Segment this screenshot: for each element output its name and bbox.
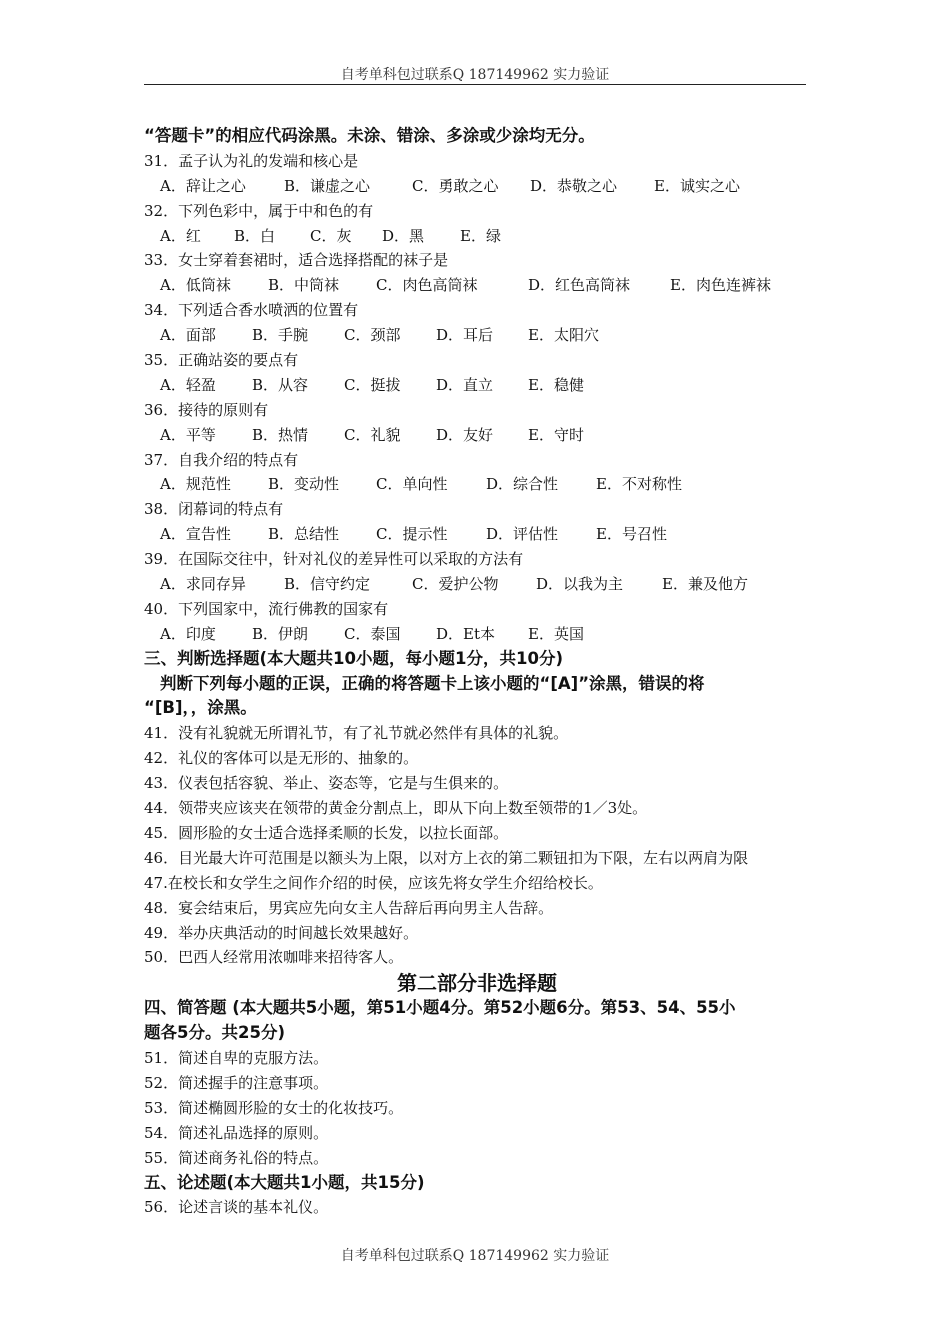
option-item: C．提示性 bbox=[376, 525, 448, 544]
option-item: D．黑 bbox=[382, 226, 425, 245]
question-options bbox=[144, 423, 810, 448]
header-divider bbox=[144, 84, 806, 85]
essay-block bbox=[144, 1195, 810, 1220]
section-5-title: 五、论述题(本大题共1小题，共15分) bbox=[144, 1172, 425, 1192]
option-item: B．从容 bbox=[252, 375, 309, 394]
section-3-instruction-cont: “[B]，，涂黑。 bbox=[144, 698, 257, 718]
question-stem: 37．自我介绍的特点有 bbox=[144, 450, 299, 469]
option-item: C．灰 bbox=[310, 226, 352, 245]
question-options bbox=[144, 224, 810, 249]
option-item: B．信守约定 bbox=[284, 575, 371, 594]
true-false-item: 48．宴会结束后，男宾应先向女主人告辞后再向男主人告辞。 bbox=[144, 898, 554, 917]
option-item: E．太阳穴 bbox=[528, 326, 599, 345]
option-item: A．红 bbox=[160, 226, 201, 245]
option-item: B．总结性 bbox=[268, 525, 340, 544]
true-false-item: 44．领带夹应该夹在领带的黄金分割点上，即从下向上数至领带的1／3处。 bbox=[144, 799, 648, 818]
option-item: B．谦虚之心 bbox=[284, 176, 371, 195]
true-false-item: 41．没有礼貌就无所谓礼节，有了礼节就必然伴有具体的礼貌。 bbox=[144, 724, 569, 743]
true-false-item: 45．圆形脸的女士适合选择柔顺的长发，以拉长面部。 bbox=[144, 823, 509, 842]
exam-content bbox=[144, 124, 810, 1220]
question-stem: 38．闭幕词的特点有 bbox=[144, 500, 284, 519]
option-item: A．辞让之心 bbox=[160, 176, 246, 195]
option-item: A．低筒袜 bbox=[160, 276, 231, 295]
question-options bbox=[144, 174, 810, 199]
section-4-title: 四、简答题 (本大题共5小题，第51小题4分。第52小题6分。第53、54、55小 bbox=[144, 998, 736, 1018]
question-stem: 36．接待的原则有 bbox=[144, 400, 269, 419]
short-answer-item: 53．简述椭圆形脸的女士的化妆技巧。 bbox=[144, 1098, 404, 1117]
option-item: B．中筒袜 bbox=[268, 276, 340, 295]
section-4-title-cont: 题各5分。共25分) bbox=[144, 1023, 285, 1043]
page-footer: 自考单科包过联系Q 187149962 实力验证 bbox=[340, 1248, 610, 1264]
option-item: E．诚实之心 bbox=[654, 176, 740, 195]
option-item: E．兼及他方 bbox=[662, 575, 748, 594]
option-item: C．爱护公物 bbox=[412, 575, 499, 594]
question-options bbox=[144, 273, 810, 298]
question-options bbox=[144, 323, 810, 348]
question-stem: 39．在国际交往中，针对礼仪的差异性可以采取的方法有 bbox=[144, 550, 524, 569]
short-answer-item: 54．简述礼品选择的原则。 bbox=[144, 1123, 329, 1142]
option-item: B．手腕 bbox=[252, 326, 309, 345]
option-item: E．英国 bbox=[528, 624, 584, 643]
option-item: A．宣告性 bbox=[160, 525, 231, 544]
question-options bbox=[144, 572, 810, 597]
short-answer-item: 55．简述商务礼俗的特点。 bbox=[144, 1148, 329, 1167]
question-options bbox=[144, 622, 810, 647]
option-item: D．红色高筒袜 bbox=[528, 276, 631, 295]
question-stem: 33．女士穿着套裙时，适合选择搭配的袜子是 bbox=[144, 251, 449, 270]
option-item: D．耳后 bbox=[436, 326, 494, 345]
option-item: E．肉色连裤袜 bbox=[670, 276, 771, 295]
question-stem: 40．下列国家中，流行佛教的国家有 bbox=[144, 599, 389, 618]
option-item: C．泰国 bbox=[344, 624, 401, 643]
option-item: D．友好 bbox=[436, 425, 494, 444]
option-item: D．以我为主 bbox=[536, 575, 624, 594]
question-options bbox=[144, 373, 810, 398]
short-answer-item: 51．简述自卑的克服方法。 bbox=[144, 1049, 329, 1068]
question-options bbox=[144, 472, 810, 497]
part-2-title: 第二部分非选择题 bbox=[397, 971, 557, 996]
option-item: A．规范性 bbox=[160, 475, 231, 494]
short-answer-block bbox=[144, 1046, 810, 1170]
section-3-title: 三、判断选择题(本大题共10小题，每小题1分，共10分) bbox=[144, 648, 563, 668]
option-item: C．挺拔 bbox=[344, 375, 401, 394]
true-false-item: 46．目光最大许可范围是以额头为上限，以对方上衣的第二颗钮扣为下限，左右以两肩为限 bbox=[144, 848, 749, 867]
section-3-instruction: 判断下列每小题的正误，正确的将答题卡上该小题的“[A]”涂黑，错误的将 bbox=[160, 673, 705, 693]
option-item: D．恭敬之心 bbox=[530, 176, 618, 195]
option-item: E．守时 bbox=[528, 425, 584, 444]
option-item: C．颈部 bbox=[344, 326, 401, 345]
true-false-item: 50．巴西人经常用浓咖啡来招待客人。 bbox=[144, 948, 404, 967]
essay-item: 56．论述言谈的基本礼仪。 bbox=[144, 1198, 329, 1217]
option-item: C．肉色高筒袜 bbox=[376, 276, 478, 295]
true-false-item: 43．仪表包括容貌、举止、姿态等，它是与生俱来的。 bbox=[144, 774, 509, 793]
option-item: D．综合性 bbox=[486, 475, 559, 494]
intro-instruction: “答题卡”的相应代码涂黑。未涂、错涂、多涂或少涂均无分。 bbox=[144, 126, 595, 145]
question-options bbox=[144, 522, 810, 547]
option-item: B．变动性 bbox=[268, 475, 340, 494]
option-item: E．绿 bbox=[460, 226, 501, 245]
option-item: E．号召性 bbox=[596, 525, 667, 544]
page-header: 自考单科包过联系Q 187149962 实力验证 bbox=[340, 67, 610, 83]
question-stem: 35．正确站姿的要点有 bbox=[144, 351, 299, 370]
question-stem: 31．孟子认为礼的发端和核心是 bbox=[144, 151, 359, 170]
option-item: C．勇敢之心 bbox=[412, 176, 499, 195]
option-item: A．平等 bbox=[160, 425, 216, 444]
option-item: A．求同存异 bbox=[160, 575, 246, 594]
option-item: D．评估性 bbox=[486, 525, 559, 544]
option-item: E．稳健 bbox=[528, 375, 584, 394]
option-item: E．不对称性 bbox=[596, 475, 682, 494]
option-item: C．礼貌 bbox=[344, 425, 401, 444]
option-item: B．白 bbox=[234, 226, 276, 245]
option-item: B．热情 bbox=[252, 425, 309, 444]
true-false-block bbox=[144, 721, 810, 970]
true-false-item: 49．举办庆典活动的时间越长效果越好。 bbox=[144, 923, 419, 942]
question-stem: 32．下列色彩中，属于中和色的有 bbox=[144, 201, 374, 220]
option-item: A．轻盈 bbox=[160, 375, 216, 394]
true-false-item: 42．礼仪的客体可以是无形的、抽象的。 bbox=[144, 749, 419, 768]
multiple-choice-block bbox=[144, 149, 810, 647]
true-false-item: 47.在校长和女学生之间作介绍的时侯，应该先将女学生介绍给校长。 bbox=[144, 873, 603, 892]
short-answer-item: 52．简述握手的注意事项。 bbox=[144, 1073, 329, 1092]
question-stem: 34．下列适合香水喷洒的位置有 bbox=[144, 301, 359, 320]
option-item: D．直立 bbox=[436, 375, 494, 394]
option-item: D．Et本 bbox=[436, 624, 496, 643]
option-item: B．伊朗 bbox=[252, 624, 309, 643]
option-item: A．面部 bbox=[160, 326, 216, 345]
option-item: A．印度 bbox=[160, 624, 216, 643]
option-item: C．单向性 bbox=[376, 475, 448, 494]
